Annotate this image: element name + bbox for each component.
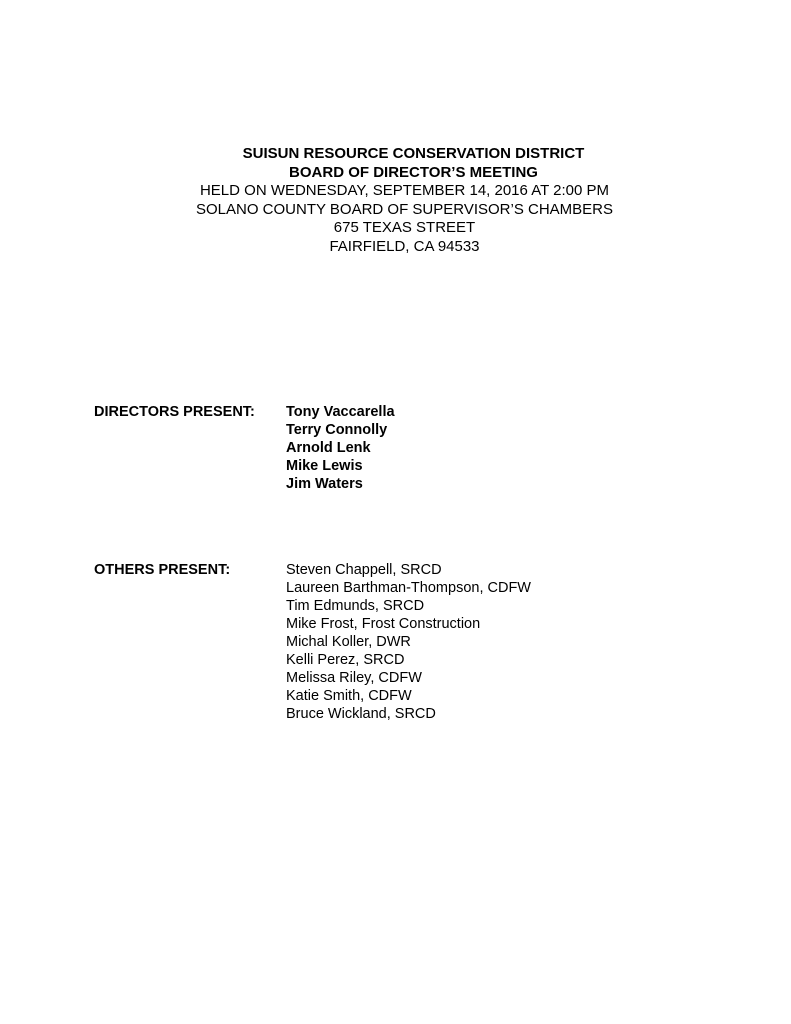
list-item: Laureen Barthman-Thompson, CDFW [286,580,531,596]
list-item: Jim Waters [286,476,363,492]
list-item: Bruce Wickland, SRCD [286,706,436,722]
list-item: Steven Chappell, SRCD [286,562,442,578]
list-item: Melissa Riley, CDFW [286,670,422,686]
directors-present-label: DIRECTORS PRESENT: [94,404,255,420]
list-item: Mike Lewis [286,458,363,474]
list-item: Michal Koller, DWR [286,634,411,650]
others-list [286,561,531,723]
list-item: Tony Vaccarella [286,404,395,420]
others-present-label: OTHERS PRESENT: [94,562,231,578]
meeting-title: BOARD OF DIRECTOR’S MEETING [289,163,538,181]
meeting-venue: SOLANO COUNTY BOARD OF SUPERVISOR’S CHAMBERS [195,200,614,218]
list-item: Terry Connolly [286,422,388,438]
directors-list [286,403,395,493]
list-item: Tim Edmunds, SRCD [286,598,425,614]
meeting-date: HELD ON WEDNESDAY, SEPTEMBER 14, 2016 AT 2:00 PM [199,182,610,199]
list-item: Kelli Perez, SRCD [286,652,405,668]
list-item: Arnold Lenk [286,440,371,456]
district-name: SUISUN RESOURCE CONSERVATION DISTRICT [242,145,585,162]
list-item: Mike Frost, Frost Construction [286,616,481,632]
venue-city: FAIRFIELD, CA 94533 [329,237,480,255]
meeting-header [0,145,791,256]
list-item: Katie Smith, CDFW [286,688,412,704]
venue-street: 675 TEXAS STREET [333,219,476,236]
